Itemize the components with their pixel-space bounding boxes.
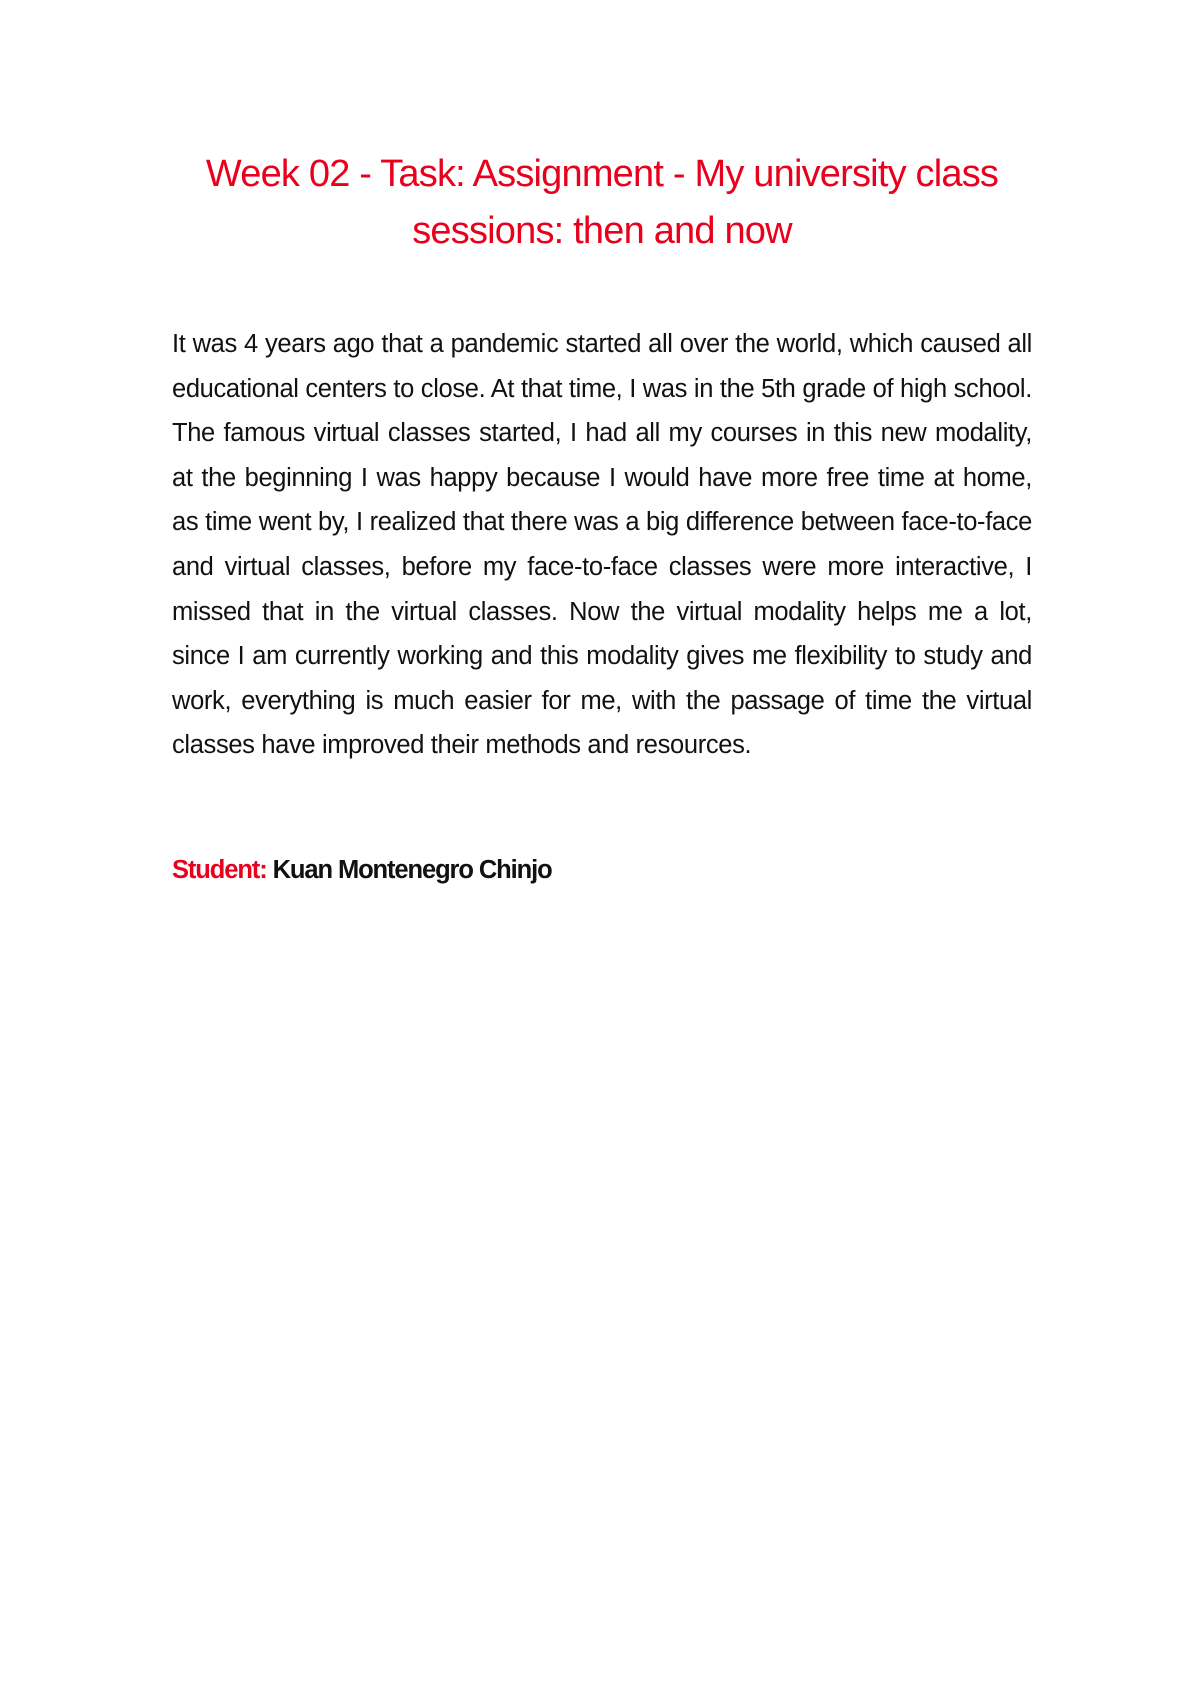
assignment-paragraph: It was 4 years ago that a pandemic started all over the world, which caused all educational centers to close. At that time, I was in the 5th grade of high school. The famous virtual classes started, I had all my courses in this new modality, at the beginning I was happy because I would have more free time at home, as time went by, I realized that there was a big difference between face-to-face and virtual classes, before my face-to-face classes were more interactive, I missed that in the virtual classes. Now the virtual modality helps me a lot, since I am currently working and this modality gives me flexibility to study and work, everything is much easier for me, with the passage of time the virtual classes have improved their methods and resources. [172,330,1032,760]
student-line [172,850,1032,890]
student-name: Kuan Montenegro Chinjo [272,855,552,884]
document-content [172,146,1032,890]
student-label: Student: [172,855,267,884]
document-title: Week 02 - Task: Assignment - My university class sessions: then and now [205,153,999,252]
